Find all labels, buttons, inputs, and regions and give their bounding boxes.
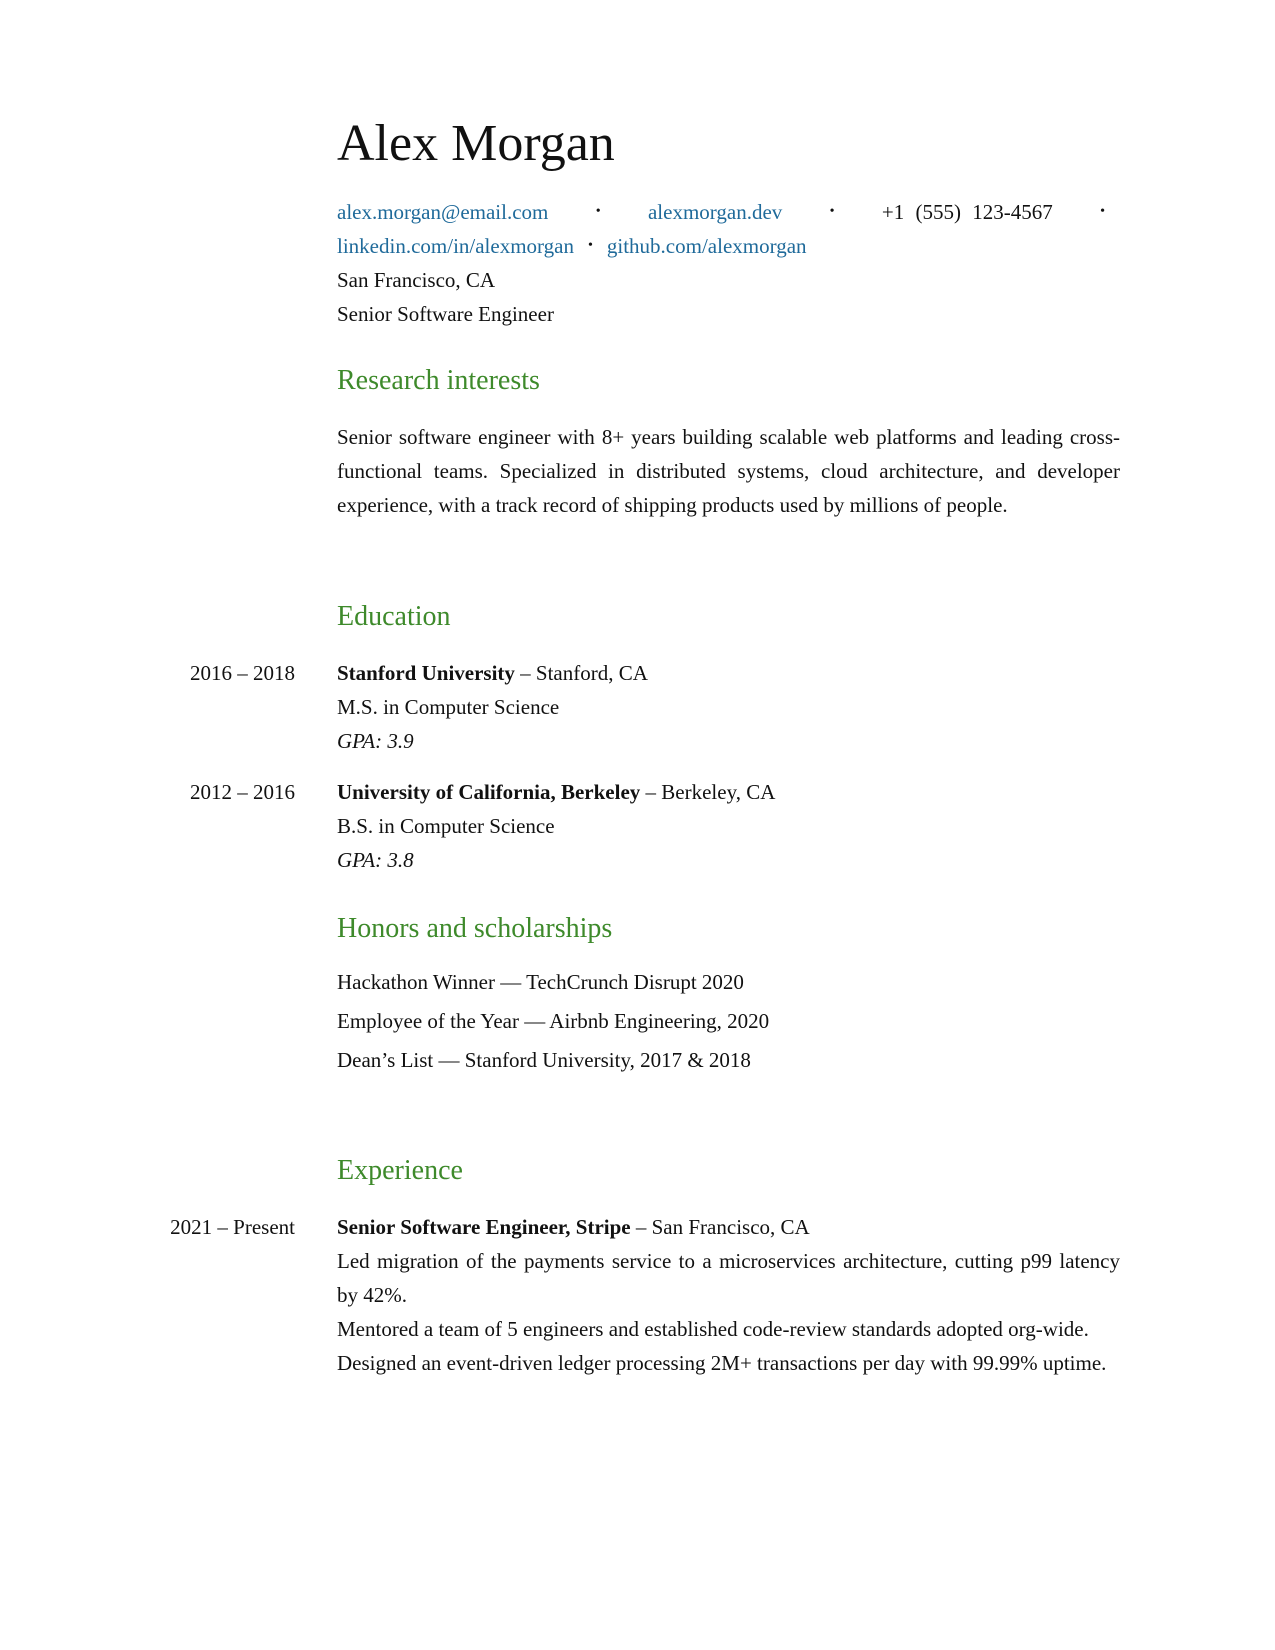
location: San Francisco, CA [337, 268, 496, 292]
role-location: San Francisco, CA [651, 1215, 810, 1239]
honors-heading: Honors and scholarships [337, 913, 613, 944]
location-separator: – [640, 780, 662, 804]
school-location: Stanford, CA [535, 661, 648, 685]
honor-item: Employee of the Year — Airbnb Engineering, 2020 [337, 1009, 770, 1033]
education-dates: 2016 – 2018 [190, 661, 295, 685]
experience-bullet: Mentored a team of 5 engineers and established code-review standards adopted org-wide. [337, 1317, 1089, 1341]
degree: M.S. in Computer Science [337, 695, 560, 719]
contact-block [337, 195, 1107, 331]
linkedin-link[interactable]: linkedin.com/in/alexmorgan [337, 234, 574, 258]
website-link[interactable]: alexmorgan.dev [647, 200, 783, 224]
gpa: GPA: 3.9 [337, 729, 414, 753]
experience-entry [337, 1210, 1120, 1380]
phone-number: +1 (555) 123-4567 [881, 200, 1053, 224]
honor-item: Hackathon Winner — TechCrunch Disrupt 2020 [337, 970, 744, 994]
separator-dot: • [1100, 204, 1105, 219]
separator-dot: • [587, 238, 593, 253]
experience-bullet: Led migration of the payments service to a microservices architecture, cutting p99 latency by 42%. [337, 1249, 1120, 1307]
email-link[interactable]: alex.morgan@email.com [337, 200, 549, 224]
honor-item: Dean’s List — Stanford University, 2017 & 2018 [337, 1048, 751, 1072]
research-summary: Senior software engineer with 8+ years building scalable web platforms and leading cross-functional teams. Specialized in distributed systems, cloud architecture, and developer experience, with a track record of shipping products used by millions of people. [337, 425, 1120, 517]
school-location: Berkeley, CA [661, 780, 776, 804]
education-dates: 2012 – 2016 [190, 780, 295, 804]
degree: B.S. in Computer Science [337, 814, 555, 838]
job-title: Senior Software Engineer [337, 302, 554, 326]
school-name: Stanford University [337, 661, 515, 685]
research-heading: Research interests [337, 365, 540, 396]
candidate-name: Alex Morgan [337, 115, 615, 172]
github-link[interactable]: github.com/alexmorgan [606, 234, 807, 258]
education-entry [337, 656, 1120, 758]
location-separator: – [514, 661, 536, 685]
contact-row-2 [337, 229, 1107, 263]
location-separator: – [630, 1215, 652, 1239]
gpa: GPA: 3.8 [337, 848, 414, 872]
education-heading: Education [337, 601, 451, 632]
separator-dot: • [595, 204, 601, 219]
role-title: Senior Software Engineer, Stripe [337, 1215, 631, 1239]
contact-row-1 [337, 195, 1107, 229]
school-name: University of California, Berkeley [337, 780, 641, 804]
education-entry [337, 775, 1120, 877]
experience-heading: Experience [337, 1155, 463, 1186]
experience-dates: 2021 – Present [170, 1215, 295, 1239]
separator-dot: • [829, 204, 835, 219]
experience-bullet: Designed an event-driven ledger processing 2M+ transactions per day with 99.99% uptime. [337, 1351, 1107, 1375]
